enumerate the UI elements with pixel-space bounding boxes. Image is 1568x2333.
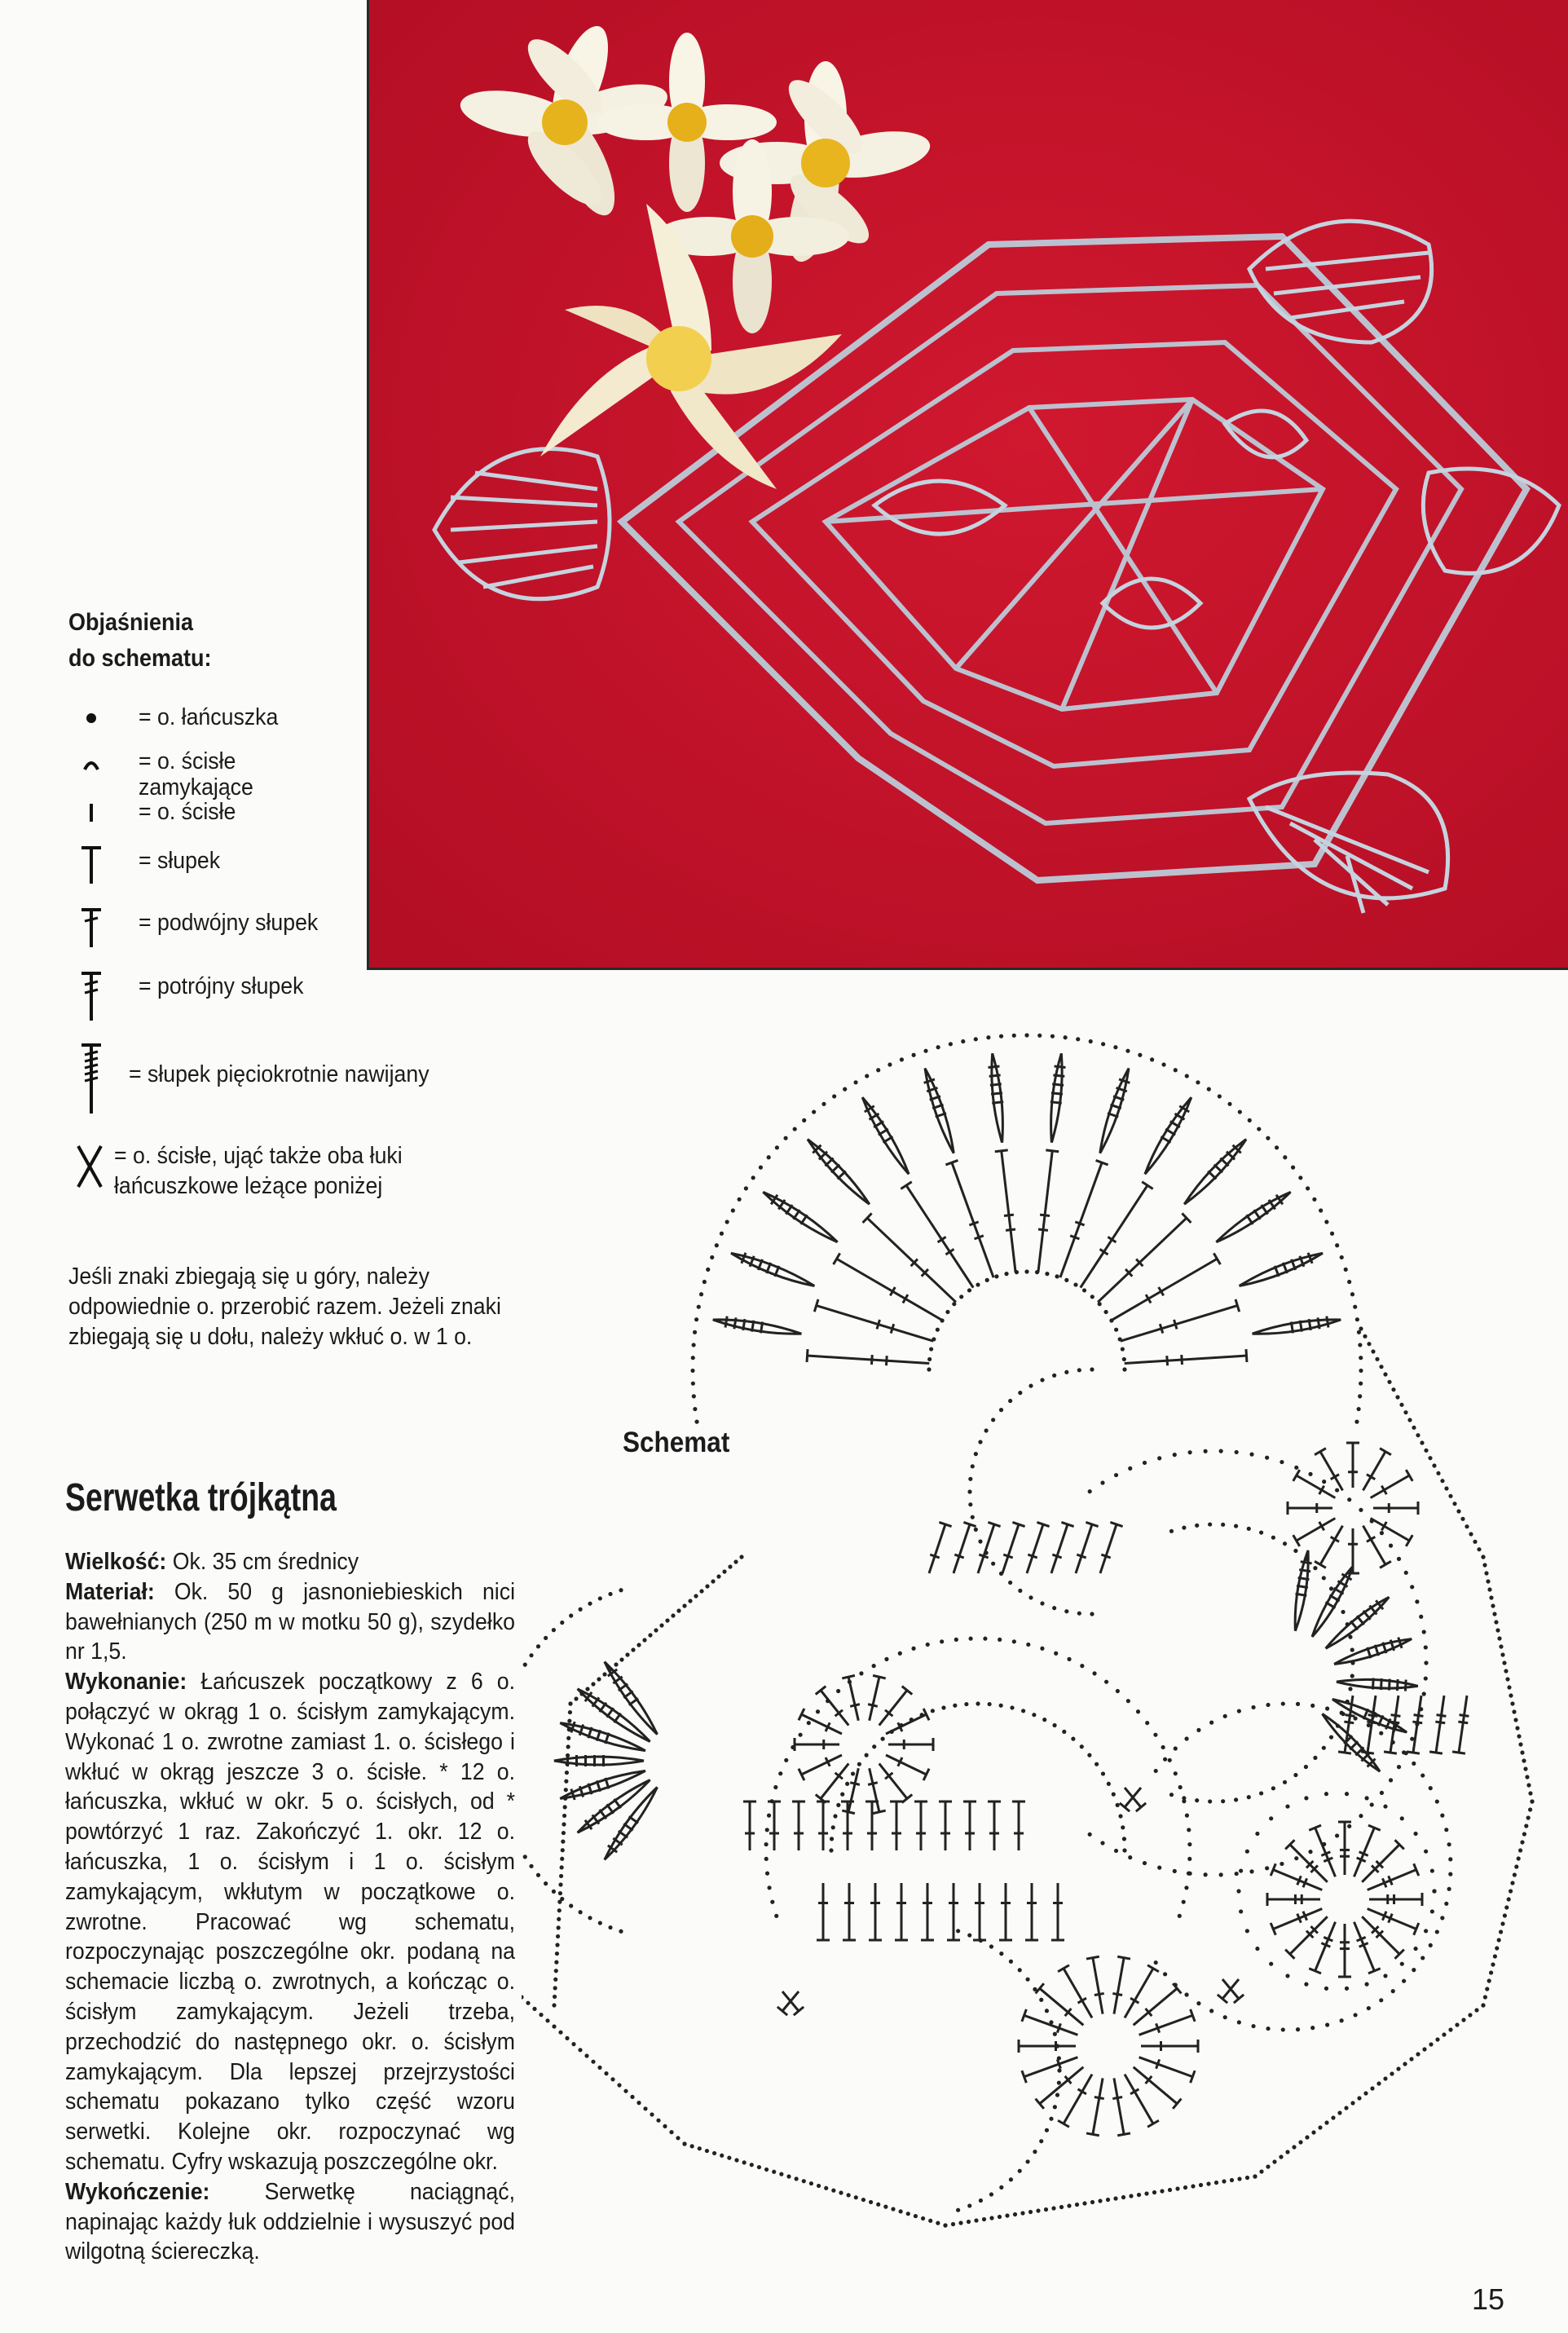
x-symbol-icon [68, 1141, 114, 1215]
legend-title-line2: do schematu: [68, 645, 212, 672]
article-body [65, 1547, 515, 2267]
size-text: Ok. 35 cm średnicy [172, 1549, 359, 1575]
material-text: Ok. 50 g jasnoniebieskich nici bawełnianych (250 m w motku 50 g), szydełko nr 1,5. [65, 1578, 515, 1665]
legend-item-text: = podwójny słupek [139, 910, 319, 936]
legend-item-text: = o. ścisłe, ująć także oba łuki łańcuszkowe leżące poniżej [114, 1143, 403, 1199]
size-label: Wielkość: [65, 1549, 167, 1575]
legend-item-text: = słupek [139, 848, 221, 874]
legend-item-text: = o. łańcuszka [139, 704, 279, 730]
execution-text: Łańcuszek początkowy z 6 o. połączyć w okrąg 1 o. ścisłym zamykającym. Wykonać 1 o. zwrotne zamiast 1. o. ścisłego i wkłuć w okrąg jeszcze 3 o. ścisłe. * 12 o. łańcuszka, wkłuć w okr. 5 o. ścisłych, od * powtórzyć 1 raz. Zakończyć 1. okr. 12 o. łańcuszka, 1 o. ścisłym i 1 o. ścisłym zamykającym, wkłutym w początkowe o. zwrotne. Pracować wg schematu, rozpoczynając poszczególne okr. podaną na schemacie liczbą o. zwrotnych, a kończąc o. ścisłym zamykającym. Jeżeli trzeba, przechodzić do następnego okr. o. ścisłym zamykającym. Dla lepszej przejrzystości schematu pokazano tylko część wzoru serwetki. Kolejne okr. rozpoczynać wg schematu. Cyfry wskazują poszczególne okr. [65, 1669, 515, 2175]
schemat-label: Schemat [623, 1427, 730, 1458]
legend-title [68, 605, 303, 677]
chain-dots [522, 1033, 1535, 2227]
finishing-label: Wykończenie: [65, 2178, 210, 2205]
triple-t-symbol-icon [68, 970, 114, 1043]
legend-title-line1: Objaśnienia [68, 609, 194, 636]
material-label: Materiał: [65, 1578, 155, 1605]
execution-label: Wykonanie: [65, 1669, 187, 1696]
legend-item-text: = potrójny słupek [139, 973, 304, 999]
doily-photo [367, 0, 1568, 970]
page-number: 15 [1472, 2282, 1505, 2316]
stitch-symbols [554, 1053, 1469, 2135]
crochet-diagram [522, 986, 1568, 2266]
quintuple-t-symbol-icon [68, 1042, 114, 1115]
doily-photo-image [369, 0, 1568, 970]
diagram-note: Jeśli znaki zbiegają się u góry, należy odpowiednie o. przerobić razem. Jeżeli znaki zbiegają się u dołu, należy wkłuć o. w 1 o. [68, 1264, 501, 1350]
legend-item-text: = o. ścisłe zamykające [139, 748, 253, 800]
legend-item-text: = słupek pięciokrotnie nawijany [129, 1061, 429, 1087]
finishing-text: Serwetkę naciągnąć, napinając każdy łuk oddzielnie i wysuszyć pod wilgotną ściereczką. [65, 2178, 516, 2265]
legend-item-text: = o. ścisłe [139, 799, 236, 825]
double-t-symbol-icon [68, 906, 114, 980]
article-title: Serwetka trójkątna [65, 1476, 337, 1519]
